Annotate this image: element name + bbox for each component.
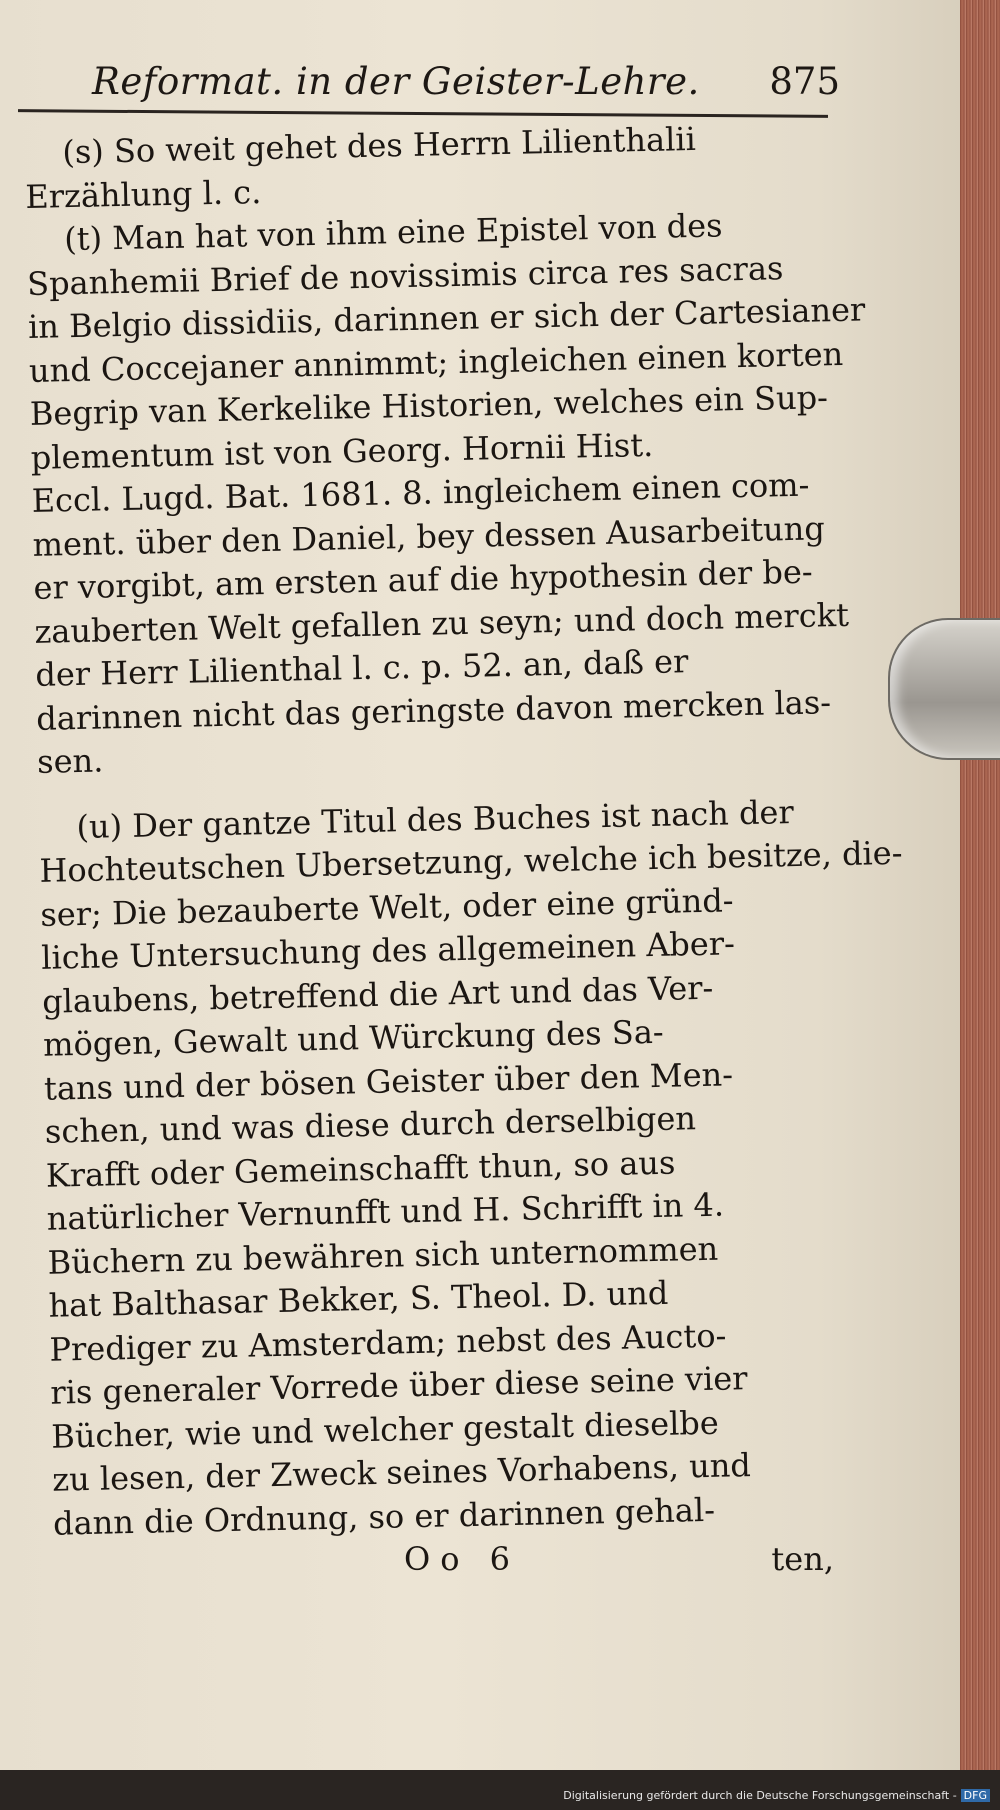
text-line: Krafft oder Gemeinschafft thun, so aus (45, 1143, 676, 1195)
text-line: Spanhemii Brief de novissimis circa res sacras (26, 248, 784, 303)
text-line: liche Untersuchung des allgemeinen Aber- (40, 924, 736, 977)
text-line: Büchern zu bewähren sich unternommen (47, 1229, 719, 1282)
page-footer (24, 1540, 834, 1585)
text-line: (u) Der gantze Titul des Buches ist nach der (76, 792, 795, 846)
text-line: darinnen nicht das geringste davon mercken las- (35, 682, 832, 738)
footnote-s (24, 115, 836, 219)
text-line: tans und der bösen Geister über den Men- (43, 1054, 734, 1108)
text-line: Begrip van Kerkelike Historien, welches ein Sup- (29, 378, 829, 433)
page-edge (960, 0, 1000, 1770)
footnote-t (26, 202, 866, 784)
text-line: ment. über den Daniel, bey dessen Ausarbeitung (32, 508, 826, 564)
text-line: zauberten Welt gefallen zu seyn; und doch merckt (34, 595, 850, 651)
digitization-credit (563, 1789, 990, 1802)
page-number: 875 (769, 60, 840, 103)
text-line: ser; Die bezauberte Welt, oder eine gründ- (39, 880, 734, 934)
credit-text: Digitalisierung gefördert durch die Deutsche Forschungsgemeinschaft - (563, 1789, 957, 1802)
page-header (20, 60, 840, 115)
text-line: in Belgio dissidiis, darinnen er sich der Cartesianer (27, 290, 866, 346)
footnote-u (38, 789, 903, 1545)
text-line: mögen, Gewalt und Würckung des Sa- (42, 1012, 664, 1064)
text-line: plementum ist von Georg. Hornii Hist. (30, 425, 654, 477)
text-line: dann die Ordnung, so er darinnen gehal- (52, 1490, 716, 1543)
text-line: der Herr Lilienthal l. c. p. 52. an, daß er (34, 642, 689, 694)
text-line: schen, und was diese durch derselbigen (44, 1099, 697, 1151)
text-line: er vorgibt, am ersten auf die hypothesin der be- (33, 552, 813, 607)
signature-mark: Oo 6 (404, 1540, 521, 1578)
text-line: (s) So weit gehet des Herrn Lilienthalii (62, 119, 697, 172)
text-line: (t) Man hat von ihm eine Epistel von des (63, 206, 723, 259)
text-line: Erzählung l. c. (24, 172, 262, 216)
text-line: natürlicher Vernunfft und H. Schrifft in 4. (46, 1185, 725, 1238)
text-line: zu lesen, der Zweck seines Vorhabens, und (51, 1446, 752, 1499)
text-line: glaubens, betreffend die Art und das Ver- (41, 968, 714, 1021)
text-line: Prediger zu Amsterdam; nebst des Aucto- (49, 1316, 727, 1369)
text-line: und Coccejaner annimmt; ingleichen einen korten (28, 334, 844, 390)
credit-bar (0, 1770, 1000, 1810)
running-head: Reformat. in der Geister-Lehre. (92, 60, 700, 103)
catchword: ten, (771, 1540, 834, 1578)
text-line: ris generaler Vorrede über diese seine vier (50, 1359, 748, 1412)
text-line: sen. (36, 741, 104, 781)
text-line: Eccl. Lugd. Bat. 1681. 8. ingleichem einen com- (31, 465, 810, 520)
text-line: hat Balthasar Bekker, S. Theol. D. und (48, 1273, 669, 1325)
page-clip (888, 618, 1000, 760)
dfg-logo: DFG (961, 1789, 990, 1802)
footnote-text (24, 115, 903, 1546)
text-line: Hochteutschen Ubersetzung, welche ich besitze, die- (39, 833, 903, 890)
text-line: Bücher, wie und welcher gestalt dieselbe (50, 1403, 720, 1456)
